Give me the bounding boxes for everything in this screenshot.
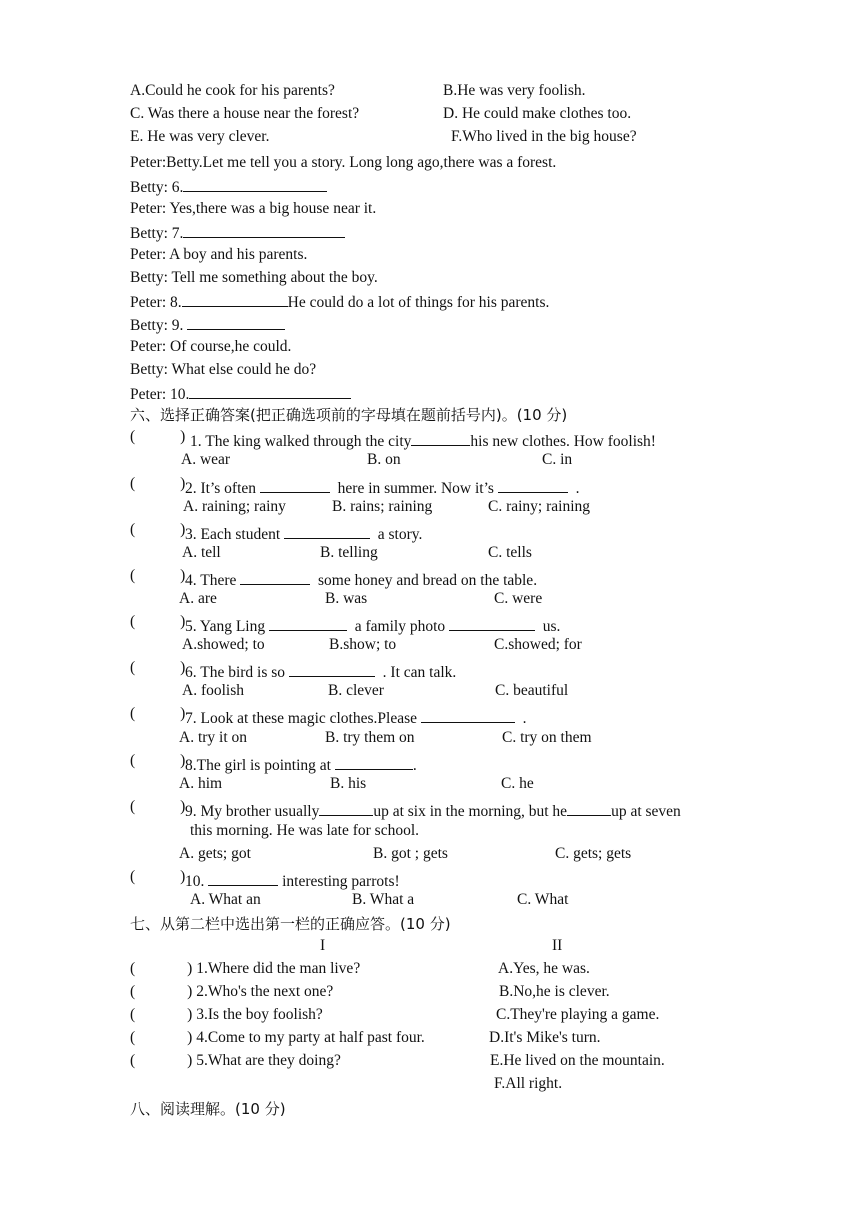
- answer-blank-8[interactable]: [182, 289, 288, 307]
- dialogue-line: [130, 381, 840, 404]
- blank: [411, 428, 470, 446]
- dialogue-line: [130, 174, 840, 197]
- dialogue-text: 10.: [166, 386, 190, 403]
- speaker: Betty:: [130, 225, 168, 242]
- answer-bracket[interactable]: ( ): [130, 960, 193, 977]
- blank: [208, 868, 278, 886]
- answer-bracket[interactable]: ( ): [130, 428, 186, 445]
- blank: [240, 567, 310, 585]
- speaker: Peter:: [130, 154, 167, 171]
- prompt: 3.Is the boy foolish?: [196, 1006, 323, 1023]
- question-6: 6. The bird is so . It can talk.: [185, 659, 456, 682]
- choice-c: C. What: [517, 891, 569, 908]
- blank: [498, 475, 568, 493]
- dialogue-line: [130, 243, 840, 266]
- dialogue-text: Of course,he could.: [166, 338, 292, 355]
- choice-b: B. got ; gets: [373, 845, 448, 862]
- question-8: 8.The girl is pointing at .: [185, 752, 417, 775]
- option-c: C. Was there a house near the forest?: [130, 105, 360, 122]
- prompt: 2.Who's the next one?: [196, 983, 334, 1000]
- answer-bracket[interactable]: ( ): [130, 1052, 193, 1069]
- choice-a: A. What an: [190, 891, 261, 908]
- column-header-1: I: [320, 937, 326, 954]
- dialogue-text: 7.: [167, 225, 184, 242]
- choice-a: A. wear: [181, 451, 231, 468]
- choice-c: C. tells: [488, 544, 532, 561]
- question-9: 9. My brother usually up at six in the morning, but he up at seven: [185, 798, 681, 821]
- choice-c: C. he: [501, 775, 534, 792]
- choice-c: C. beautiful: [495, 682, 569, 699]
- choice-c: C. were: [494, 590, 543, 607]
- dialogue-text: 6.: [167, 179, 184, 196]
- choice-b: B. telling: [320, 544, 378, 561]
- prompt: 5.What are they doing?: [196, 1052, 341, 1069]
- answer-bracket[interactable]: ( ): [130, 567, 186, 584]
- response-option: E.He lived on the mountain.: [490, 1052, 665, 1069]
- choice-c: C. gets; gets: [555, 845, 632, 862]
- blank: [319, 798, 373, 816]
- response-option: F.All right.: [494, 1075, 563, 1092]
- speaker: Betty:: [130, 269, 168, 286]
- choice-b: B. was: [325, 590, 368, 607]
- choice-a: A. raining; rainy: [183, 498, 286, 515]
- speaker: Peter:: [130, 338, 167, 355]
- dialogue-line: [130, 266, 840, 289]
- speaker: Betty:: [130, 361, 168, 378]
- choice-c: C.showed; for: [494, 636, 582, 653]
- response-option: C.They're playing a game.: [496, 1006, 660, 1023]
- choice-b: B. What a: [352, 891, 415, 908]
- speaker: Peter:: [130, 246, 167, 263]
- choice-a: A. foolish: [182, 682, 244, 699]
- answer-blank-9[interactable]: [187, 312, 285, 330]
- answer-bracket[interactable]: ( ): [130, 613, 186, 630]
- answer-bracket[interactable]: ( ): [130, 475, 186, 492]
- dialogue-line: [130, 197, 840, 220]
- blank: [567, 798, 611, 816]
- match-row: [130, 1052, 341, 1070]
- dialogue-line: [130, 220, 840, 243]
- response-option: B.No,he is clever.: [499, 983, 610, 1000]
- option-e: E. He was very clever.: [130, 128, 270, 145]
- dialogue-text: 9.: [167, 317, 188, 334]
- speaker: Betty:: [130, 179, 168, 196]
- blank: [335, 752, 413, 770]
- question-3: 3. Each student a story.: [185, 521, 422, 544]
- dialogue-text: 8.: [166, 294, 182, 311]
- section-6-title: 六、选择正确答案(把正确选项前的字母填在题前括号内)。(10 分): [130, 406, 568, 424]
- choice-b: B. on: [367, 451, 401, 468]
- answer-bracket[interactable]: ( ): [130, 868, 186, 885]
- choice-a: A. are: [179, 590, 217, 607]
- option-d: D. He could make clothes too.: [443, 105, 632, 122]
- section-7-title: 七、从第二栏中选出第一栏的正确应答。(10 分): [130, 915, 451, 933]
- answer-bracket[interactable]: ( ): [130, 1029, 193, 1046]
- dialogue-text: Yes,there was a big house near it.: [166, 200, 377, 217]
- dialogue-text: A boy and his parents.: [166, 246, 308, 263]
- speaker: Peter:: [130, 200, 167, 217]
- dialogue-line: [130, 335, 840, 358]
- response-option: A.Yes, he was.: [498, 960, 590, 977]
- answer-bracket[interactable]: ( ): [130, 521, 186, 538]
- prompt: 4.Come to my party at half past four.: [196, 1029, 425, 1046]
- answer-bracket[interactable]: ( ): [130, 659, 186, 676]
- speaker: Peter:: [130, 294, 167, 311]
- blank: [269, 613, 347, 631]
- choice-b: B. try them on: [325, 729, 415, 746]
- choice-a: A. him: [179, 775, 223, 792]
- speaker: Betty:: [130, 317, 168, 334]
- choice-b: B.show; to: [329, 636, 397, 653]
- blank: [260, 475, 330, 493]
- speaker: Peter:: [130, 386, 167, 403]
- blank: [421, 705, 515, 723]
- answer-blank-10[interactable]: [189, 381, 351, 399]
- match-row: [130, 1029, 425, 1047]
- question-9-continued: this morning. He was late for school.: [190, 822, 420, 839]
- dialogue-line: [130, 151, 840, 174]
- answer-bracket[interactable]: ( ): [130, 983, 193, 1000]
- choice-b: B. clever: [328, 682, 384, 699]
- question-5: 5. Yang Ling a family photo us.: [185, 613, 560, 636]
- blank: [284, 521, 370, 539]
- option-b: B.He was very foolish.: [443, 82, 586, 99]
- dialogue-line: [130, 312, 840, 335]
- choice-b: B. his: [330, 775, 367, 792]
- match-row: [130, 983, 333, 1001]
- choice-c: C. try on them: [502, 729, 592, 746]
- dialogue-text: He could do a lot of things for his parents.: [287, 294, 550, 311]
- question-7: 7. Look at these magic clothes.Please .: [185, 705, 527, 728]
- choice-c: C. in: [542, 451, 573, 468]
- match-row: [130, 1006, 323, 1024]
- question-1: 1. The king walked through the city his new clothes. How foolish!: [190, 428, 656, 451]
- question-2: 2. It’s often here in summer. Now it’s .: [185, 475, 579, 498]
- choice-a: A. gets; got: [179, 845, 251, 862]
- answer-blank-6[interactable]: [183, 174, 327, 192]
- column-header-2: II: [552, 937, 563, 954]
- dialogue-text: Betty.Let me tell you a story. Long long ago,there was a forest.: [166, 154, 557, 171]
- option-f: F.Who lived in the big house?: [451, 128, 637, 145]
- question-10: 10. interesting parrots!: [185, 868, 400, 891]
- choice-b: B. rains; raining: [332, 498, 433, 515]
- blank: [449, 613, 535, 631]
- choice-a: A.showed; to: [182, 636, 265, 653]
- choice-c: C. rainy; raining: [488, 498, 591, 515]
- blank: [289, 659, 375, 677]
- dialogue-line: [130, 358, 840, 381]
- answer-bracket[interactable]: ( ): [130, 752, 186, 769]
- dialogue-line: [130, 289, 840, 312]
- dialogue-text: What else could he do?: [167, 361, 317, 378]
- answer-bracket[interactable]: ( ): [130, 1006, 193, 1023]
- choice-a: A. tell: [182, 544, 221, 561]
- choice-a: A. try it on: [179, 729, 248, 746]
- option-a: A.Could he cook for his parents?: [130, 82, 335, 99]
- prompt: 1.Where did the man live?: [196, 960, 361, 977]
- response-option: D.It's Mike's turn.: [489, 1029, 601, 1046]
- answer-bracket[interactable]: ( ): [130, 705, 186, 722]
- match-row: [130, 960, 360, 978]
- section-8-title: 八、阅读理解。(10 分): [130, 1100, 286, 1118]
- answer-bracket[interactable]: ( ): [130, 798, 186, 815]
- question-4: 4. There some honey and bread on the table.: [185, 567, 537, 590]
- answer-blank-7[interactable]: [183, 220, 345, 238]
- dialogue-text: Tell me something about the boy.: [167, 269, 378, 286]
